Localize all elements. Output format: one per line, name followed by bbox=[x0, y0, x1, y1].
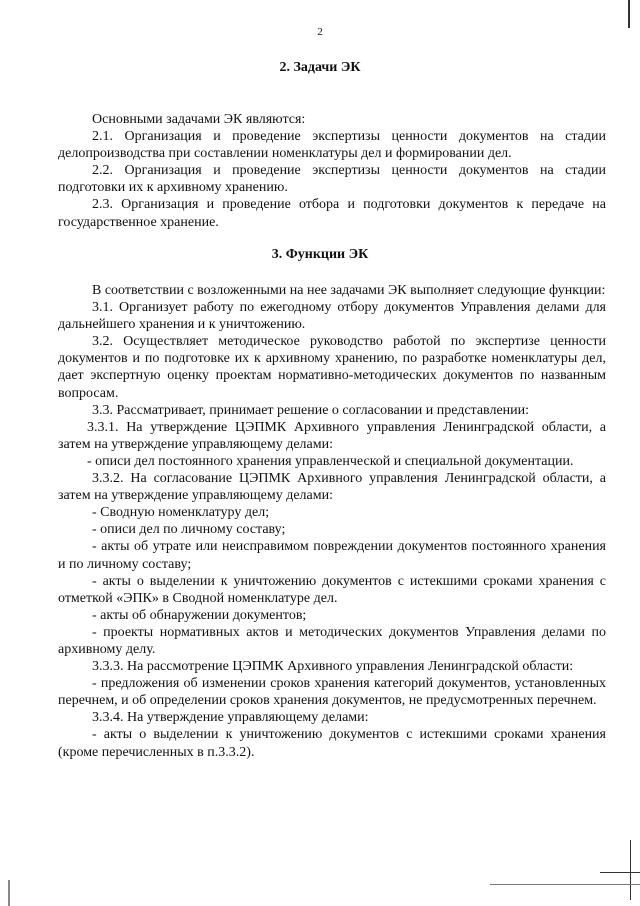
section-2-body bbox=[58, 111, 606, 231]
function-3-3-1: 3.3.1. На утверждение ЦЭПМК Архивного управления Ленинградской области, а затем на утверждение управляющему делами: bbox=[58, 419, 606, 452]
scan-edge-mark bbox=[628, 0, 630, 28]
function-3-3-4-item: - акты о выделении к уничтожению документов с истекшими сроками хранения (кроме перечисленных в п.3.3.2). bbox=[58, 727, 606, 760]
function-3-3: 3.3. Рассматривает, принимает решение о согласовании и представлении: bbox=[92, 402, 530, 418]
section-3-title: 3. Функции ЭК bbox=[271, 247, 369, 262]
function-3-3-1-item: - описи дел постоянного хранения управленческой и специальной документации. bbox=[87, 453, 574, 469]
task-item-2-3: 2.3. Организация и проведение отбора и подготовки документов к передаче на государственное хранение. bbox=[58, 197, 606, 230]
section-2-intro: Основными задачами ЭК являются: bbox=[92, 112, 306, 127]
function-3-3-2-item: - акты о выделении к уничтожению документов с истекшими сроками хранения с отметкой «ЭПК» в Сводной номенклатуре дел. bbox=[58, 573, 606, 606]
section-3-body bbox=[58, 282, 606, 761]
scan-edge-mark bbox=[8, 880, 10, 906]
function-3-1: 3.1. Организует работу по ежегодному отбору документов Управления делами для дальнейшего хранения и к уничтожению. bbox=[58, 300, 606, 333]
function-3-3-2-item: - акты об утрате или неисправимом повреждении документов постоянного хранения и по личному составу; bbox=[58, 539, 606, 572]
function-3-2: 3.2. Осуществляет методическое руководство работой по экспертизе ценности документов и по подготовке их к архивному хранению, по разработке номенклатуры дел, дает экспертную оценку проектам нормативно-методических документов по названным вопросам. bbox=[58, 334, 606, 401]
page-number: 2 bbox=[317, 26, 323, 38]
function-3-3-2-item: - Сводную номенклатуру дел; bbox=[92, 505, 270, 521]
scan-edge-mark bbox=[630, 840, 631, 900]
function-3-3-4: 3.3.4. На утверждение управляющему делами: bbox=[92, 710, 369, 726]
task-item-2-2: 2.2. Организация и проведение экспертизы ценности документов на стадии подготовки их к архивному хранению. bbox=[58, 163, 606, 196]
function-3-3-3: 3.3.3. На рассмотрение ЦЭПМК Архивного управления Ленинградской области: bbox=[92, 659, 574, 675]
function-3-3-3-item: - предложения об изменении сроков хранения категорий документов, установленных перечнем, и об определении сроков хранения документов, не предусмотренных перечнем. bbox=[58, 676, 606, 709]
scan-edge-mark bbox=[600, 872, 640, 873]
function-3-3-2-item: - описи дел по личному составу; bbox=[92, 522, 286, 538]
section-2-title: 2. Задачи ЭК bbox=[279, 60, 361, 75]
function-3-3-2-item: - акты об обнаружении документов; bbox=[92, 607, 307, 623]
function-3-3-2-item: - проекты нормативных актов и методических документов Управления делами по архивному делу. bbox=[58, 624, 606, 657]
section-3-intro: В соответствии с возложенными на нее задачами ЭК выполняет следующие функции: bbox=[92, 283, 606, 298]
task-item-2-1: 2.1. Организация и проведение экспертизы ценности документов на стадии делопроизводства при составлении номенклатуры дел и формировании дел. bbox=[58, 129, 606, 162]
scan-edge-mark bbox=[490, 884, 640, 885]
function-3-3-2: 3.3.2. На согласование ЦЭПМК Архивного управления Ленинградской области, а затем на утверждение управляющему делами: bbox=[58, 471, 606, 504]
